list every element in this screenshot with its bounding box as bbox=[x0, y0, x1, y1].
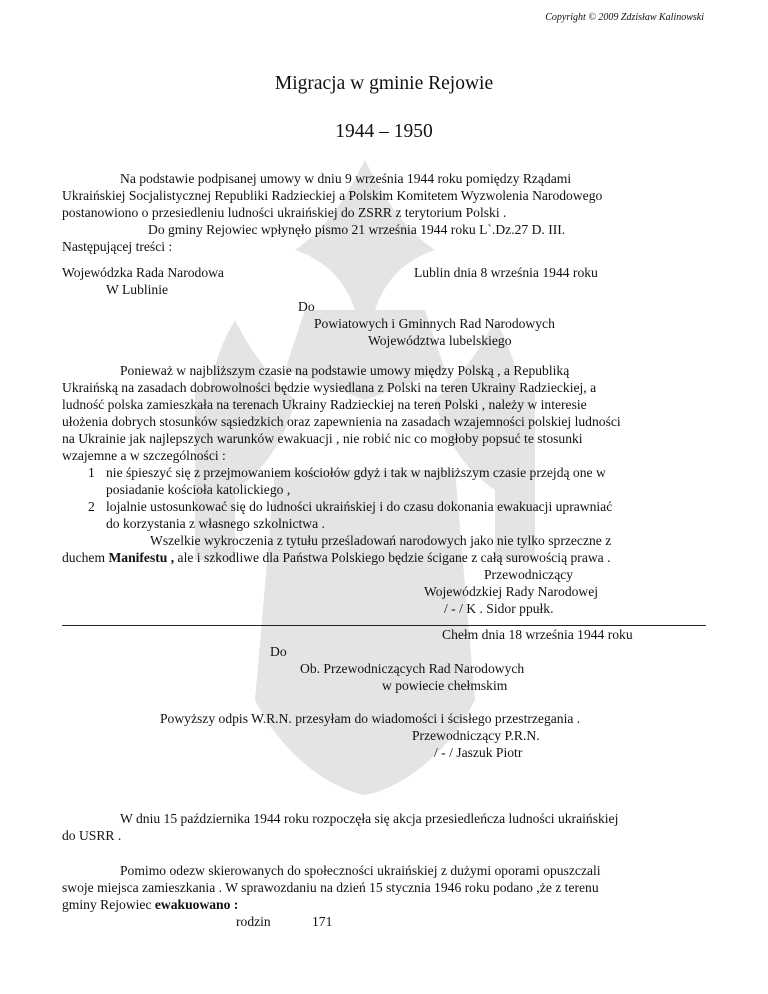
intro-line-4: Do gminy Rejowiec wpłynęło pismo 21 września 1944 roku L`.Dz.27 D. III. bbox=[148, 222, 566, 237]
letter1-place-date: Lublin dnia 8 września 1944 roku bbox=[414, 265, 598, 280]
letter2-body: Powyższy odpis W.R.N. przesyłam do wiadomości i ścisłego przestrzegania . bbox=[160, 711, 581, 726]
letter2-addressee-line-1: Ob. Przewodniczących Rad Narodowych bbox=[300, 661, 525, 676]
letter2-to: Do bbox=[270, 644, 287, 659]
years-subtitle: 1944 – 1950 bbox=[335, 121, 433, 142]
letter1-signature-title: Przewodniczący bbox=[484, 567, 574, 582]
closing-line-4: swoje miejsca zamieszkania . W sprawozdaniu na dzień 15 stycznia 1946 roku podano ,że z terenu bbox=[62, 880, 599, 895]
list-item-2-line-2: do korzystania z własnego szkolnictwa . bbox=[106, 516, 325, 531]
intro-line-2: Ukraińskiej Socjalistycznej Republiki Radzieckiej a Polskim Komitetem Wyzwolenia Narodowego bbox=[62, 188, 603, 203]
intro-line-5: Następującej treści : bbox=[62, 239, 173, 254]
letter1-warning-line-2: duchem Manifestu , ale i szkodliwe dla Państwa Polskiego będzie ścigane z całą surowością prawa . bbox=[62, 550, 611, 565]
letter1-addressee-line-1: Powiatowych i Gminnych Rad Narodowych bbox=[314, 316, 555, 331]
letter1-sender-line-2: W Lublinie bbox=[106, 282, 169, 297]
letter2-place-date: Chełm dnia 18 września 1944 roku bbox=[442, 627, 633, 642]
letter1-body-line-4: ułożenia dobrych stosunków sąsiedzkich oraz zapewnienia na zasadach wzajemności polskiej ludności bbox=[62, 414, 621, 429]
tally-label: rodzin bbox=[236, 914, 271, 929]
tally-value: 171 bbox=[312, 914, 333, 929]
letter1-body-line-6: wzajemne a w szczególności : bbox=[62, 448, 226, 463]
letter1-signature-name: / - / K . Sidor ppułk. bbox=[444, 601, 554, 616]
closing-line-2: do USRR . bbox=[62, 828, 122, 843]
letter1-body-line-1: Ponieważ w najbliższym czasie na podstawie umowy między Polską , a Republiką bbox=[120, 363, 570, 378]
letter1-body-line-5: na Ukrainie jak najlepszych warunków ewakuacji , nie robić nic co mogłoby popsuć te stosunki bbox=[62, 431, 583, 446]
manifest-bold: Manifestu , bbox=[108, 550, 175, 565]
list-item-2-line-1: lojalnie ustosunkować się do ludności ukraińskiej i do czasu dokonania ewakuacji uprawniać bbox=[106, 499, 613, 514]
copyright-notice: Copyright © 2009 Zdzisław Kalinowski bbox=[545, 12, 704, 23]
letter1-signature-organ: Wojewódzkiej Rady Narodowej bbox=[424, 584, 599, 599]
letter1-warning-line-1: Wszelkie wykroczenia z tytułu prześladowań narodowych jako nie tylko sprzeczne z bbox=[150, 533, 612, 548]
list-number-1: 1 bbox=[88, 465, 95, 480]
letter2-signature-name: / - / Jaszuk Piotr bbox=[434, 745, 523, 760]
list-item-1-line-1: nie śpieszyć się z przejmowaniem kościołów gdyż i tak w najbliższym czasie przejdą one w bbox=[106, 465, 606, 480]
letter1-addressee-line-2: Województwa lubelskiego bbox=[368, 333, 512, 348]
letter1-to: Do bbox=[298, 299, 315, 314]
closing-line-1: W dniu 15 października 1944 roku rozpoczęła się akcja przesiedleńcza ludności ukraińskiej bbox=[120, 811, 619, 826]
list-item-1-line-2: posiadanie kościoła katolickiego , bbox=[106, 482, 291, 497]
letter1-sender-line-1: Wojewódzka Rada Narodowa bbox=[62, 265, 224, 280]
document-title: Migracja w gminie Rejowie bbox=[274, 73, 494, 94]
letter2-signature-title: Przewodniczący P.R.N. bbox=[412, 728, 540, 743]
closing-line-3: Pomimo odezw skierowanych do społeczności ukraińskiej z dużymi oporami opuszczali bbox=[120, 863, 601, 878]
list-number-2: 2 bbox=[88, 499, 95, 514]
letter1-body-line-3: ludność polska zamieszkała na terenach Ukrainy Radzieckiej na teren Polski , należy w interesie bbox=[62, 397, 587, 412]
evacuated-bold: ewakuowano : bbox=[154, 897, 239, 912]
intro-line-1: Na podstawie podpisanej umowy w dniu 9 września 1944 roku pomiędzy Rządami bbox=[120, 171, 572, 186]
closing-line-5: gminy Rejowiec ewakuowano : bbox=[62, 897, 239, 912]
letter1-body-line-2: Ukraińską na zasadach dobrowolności będzie wysiedlana z Polski na teren Ukrainy Radzieckiej, a bbox=[62, 380, 597, 395]
letter2-addressee-line-2: w powiecie chełmskim bbox=[382, 678, 508, 693]
intro-line-3: postanowiono o przesiedleniu ludności ukraińskiej do ZSRR z terytorium Polski . bbox=[62, 205, 507, 220]
